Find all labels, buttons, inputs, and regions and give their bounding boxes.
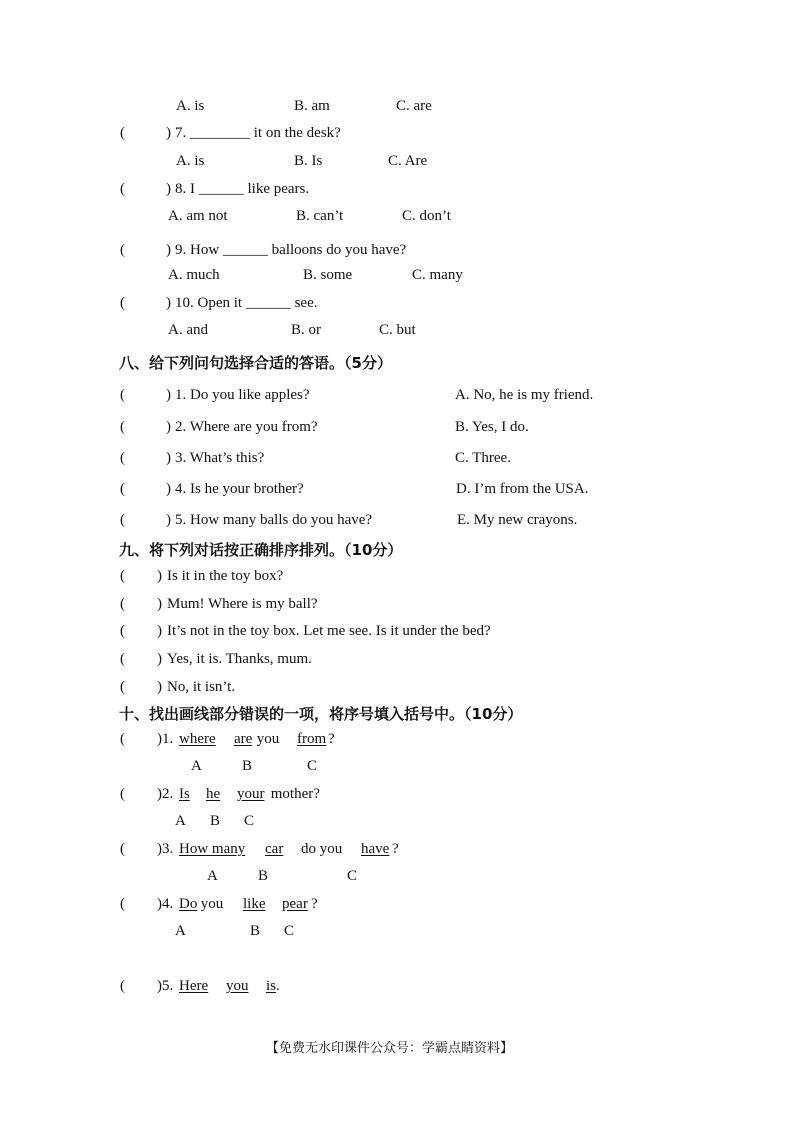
answer-paren-open[interactable]: ( bbox=[120, 978, 125, 994]
answer-choice: C. Three. bbox=[455, 450, 511, 466]
question-number: )5. bbox=[157, 978, 174, 994]
label-a: A bbox=[191, 758, 202, 774]
answer-choice: B. Yes, I do. bbox=[455, 419, 529, 435]
plain-text: ? bbox=[311, 896, 318, 912]
answer-paren-open[interactable]: ( bbox=[120, 450, 125, 466]
underlined-word-a: where bbox=[179, 731, 216, 747]
plain-text: do you bbox=[301, 841, 343, 857]
question-stem: 8. I ______ like pears. bbox=[175, 181, 310, 197]
answer-paren-close: ) bbox=[166, 512, 171, 528]
answer-paren-close: ) bbox=[166, 242, 171, 258]
underlined-word-a: Here bbox=[179, 978, 209, 994]
underlined-word-c: from bbox=[297, 731, 327, 747]
label-c: C bbox=[347, 868, 358, 884]
underlined-word-a: How many bbox=[179, 841, 246, 857]
plain-text: ? bbox=[392, 841, 399, 857]
question-number: )4. bbox=[157, 896, 174, 912]
underlined-word-b: you bbox=[226, 978, 249, 994]
answer-paren-open[interactable]: ( bbox=[120, 568, 125, 584]
answer-paren-open[interactable]: ( bbox=[120, 841, 125, 857]
label-b: B bbox=[242, 758, 253, 774]
answer-paren-open[interactable]: ( bbox=[120, 786, 125, 802]
option-a: A. is bbox=[176, 98, 205, 114]
option-a: A. and bbox=[168, 322, 208, 338]
section-9-heading: 九、将下列对话按正确排序排列。（10分） bbox=[119, 541, 403, 559]
question-number: )3. bbox=[157, 841, 174, 857]
underlined-word-a: Do bbox=[179, 896, 198, 912]
option-b: B. some bbox=[303, 267, 353, 283]
footer-note: 【免费无水印课件公众号：学霸点睛资料】 bbox=[266, 1041, 514, 1056]
underlined-word-b: he bbox=[206, 786, 221, 802]
answer-paren-close: ) bbox=[166, 295, 171, 311]
label-b: B bbox=[250, 923, 261, 939]
underlined-word-a: Is bbox=[179, 786, 190, 802]
answer-paren-close: ) bbox=[157, 623, 162, 639]
plain-text: ? bbox=[328, 731, 335, 747]
option-b: B. can’t bbox=[296, 208, 344, 224]
option-c: C. but bbox=[379, 322, 416, 338]
dialogue-line: Mum! Where is my ball? bbox=[167, 596, 318, 612]
answer-paren-open[interactable]: ( bbox=[120, 387, 125, 403]
answer-paren-open[interactable]: ( bbox=[120, 295, 125, 311]
section-10-heading: 十、找出画线部分错误的一项，将序号填入括号中。（10分） bbox=[119, 705, 523, 723]
option-a: A. am not bbox=[168, 208, 228, 224]
underlined-word-c: pear bbox=[282, 896, 308, 912]
underlined-word-c: is bbox=[266, 978, 277, 994]
underlined-word-b: are bbox=[234, 731, 253, 747]
underlined-word-c: your bbox=[237, 786, 265, 802]
dialogue-line: It’s not in the toy box. Let me see. Is it under the bed? bbox=[167, 623, 491, 639]
question-text: 3. What’s this? bbox=[175, 450, 265, 466]
option-b: B. am bbox=[294, 98, 330, 114]
label-c: C bbox=[307, 758, 318, 774]
answer-choice: D. I’m from the USA. bbox=[456, 481, 589, 497]
answer-paren-open[interactable]: ( bbox=[120, 125, 125, 141]
question-stem: 10. Open it ______ see. bbox=[175, 295, 318, 311]
option-b: B. Is bbox=[294, 153, 323, 169]
option-c: C. many bbox=[412, 267, 463, 283]
label-a: A bbox=[207, 868, 218, 884]
underlined-word-b: like bbox=[243, 896, 266, 912]
answer-paren-open[interactable]: ( bbox=[120, 731, 125, 747]
answer-paren-close: ) bbox=[157, 651, 162, 667]
label-b: B bbox=[258, 868, 269, 884]
dialogue-line: Yes, it is. Thanks, mum. bbox=[167, 651, 312, 667]
answer-paren-close: ) bbox=[166, 419, 171, 435]
question-text: 1. Do you like apples? bbox=[175, 387, 310, 403]
answer-paren-close: ) bbox=[166, 125, 171, 141]
answer-paren-open[interactable]: ( bbox=[120, 419, 125, 435]
answer-paren-close: ) bbox=[166, 450, 171, 466]
option-c: C. are bbox=[396, 98, 432, 114]
plain-text: mother? bbox=[267, 786, 320, 802]
underlined-word-b: car bbox=[265, 841, 284, 857]
option-c: C. don’t bbox=[402, 208, 451, 224]
plain-text: you bbox=[197, 896, 224, 912]
question-stem: 9. How ______ balloons do you have? bbox=[175, 242, 407, 258]
question-number: )1. bbox=[157, 731, 174, 747]
underlined-word-c: have bbox=[361, 841, 390, 857]
answer-choice: A. No, he is my friend. bbox=[455, 387, 594, 403]
section-8-heading: 八、给下列问句选择合适的答语。（5分） bbox=[119, 354, 392, 372]
answer-paren-close: ) bbox=[157, 596, 162, 612]
question-text: 5. How many balls do you have? bbox=[175, 512, 373, 528]
answer-paren-open[interactable]: ( bbox=[120, 623, 125, 639]
answer-paren-open[interactable]: ( bbox=[120, 481, 125, 497]
answer-paren-open[interactable]: ( bbox=[120, 242, 125, 258]
plain-text: you bbox=[253, 731, 280, 747]
question-stem: 7. ________ it on the desk? bbox=[175, 125, 341, 141]
answer-paren-open[interactable]: ( bbox=[120, 896, 125, 912]
answer-paren-open[interactable]: ( bbox=[120, 679, 125, 695]
option-b: B. or bbox=[291, 322, 321, 338]
question-text: 2. Where are you from? bbox=[175, 419, 318, 435]
option-a: A. is bbox=[176, 153, 205, 169]
answer-paren-close: ) bbox=[166, 181, 171, 197]
answer-paren-close: ) bbox=[166, 387, 171, 403]
answer-paren-open[interactable]: ( bbox=[120, 596, 125, 612]
plain-text: . bbox=[276, 978, 280, 994]
dialogue-line: Is it in the toy box? bbox=[167, 568, 284, 584]
answer-paren-close: ) bbox=[166, 481, 171, 497]
option-c: C. Are bbox=[388, 153, 428, 169]
option-a: A. much bbox=[168, 267, 220, 283]
answer-paren-open[interactable]: ( bbox=[120, 651, 125, 667]
label-a: A bbox=[175, 923, 186, 939]
question-number: )2. bbox=[157, 786, 174, 802]
answer-paren-open[interactable]: ( bbox=[120, 181, 125, 197]
label-b: B bbox=[210, 813, 221, 829]
question-text: 4. Is he your brother? bbox=[175, 481, 304, 497]
answer-paren-close: ) bbox=[157, 568, 162, 584]
dialogue-line: No, it isn’t. bbox=[167, 679, 236, 695]
answer-paren-close: ) bbox=[157, 679, 162, 695]
answer-choice: E. My new crayons. bbox=[457, 512, 578, 528]
label-c: C bbox=[244, 813, 255, 829]
label-a: A bbox=[175, 813, 186, 829]
label-c: C bbox=[284, 923, 295, 939]
answer-paren-open[interactable]: ( bbox=[120, 512, 125, 528]
